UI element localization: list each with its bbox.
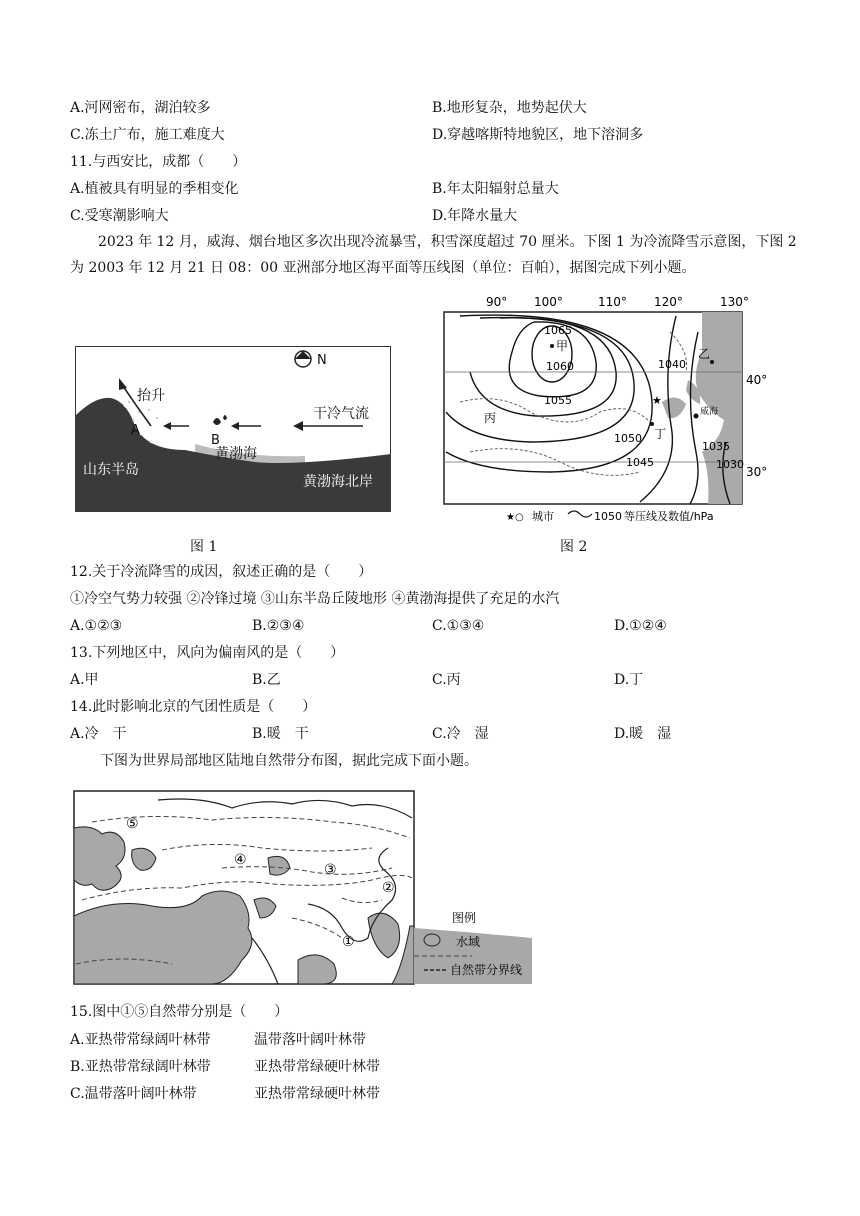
q14-option-a: A.冷 干 — [70, 726, 127, 742]
q13-stem: 13.下列地区中，风向为偏南风的是（ ） — [70, 645, 345, 661]
q13-option-b: B.乙 — [252, 672, 281, 688]
q12-items: ①冷空气势力较强 ②冷锋过境 ③山东半岛丘陵地形 ④黄渤海提供了充足的水汽 — [70, 591, 560, 607]
lat-label-30: 30° — [746, 465, 768, 479]
q15-option-b2: 亚热带常绿硬叶林带 — [254, 1059, 380, 1075]
north-arrow-icon — [295, 351, 311, 367]
q13-option-d: D.丁 — [614, 672, 644, 688]
figure-1 — [75, 346, 391, 512]
zone-2-label: ② — [382, 880, 395, 896]
isobar-label-1055: 1055 — [544, 394, 572, 407]
isobar-label-1030: 1030 — [716, 458, 744, 471]
q14-option-c: C.冷 湿 — [432, 726, 489, 742]
zone-4-label: ④ — [234, 852, 247, 868]
isobar-label-1040: 1040 — [658, 358, 686, 371]
q12-stem: 12.关于冷流降雪的成因，叙述正确的是（ ） — [70, 564, 373, 580]
place-yi: 乙 — [698, 347, 711, 361]
q13-option-a: A.甲 — [70, 672, 99, 688]
legend-city-label: 城市 — [532, 510, 554, 523]
isobar-label-1035: 1035 — [702, 440, 730, 453]
cold-flow-label: 干冷气流 — [313, 406, 369, 422]
lon-label-120: 120° — [654, 295, 683, 309]
place-ding: 丁 — [654, 427, 667, 441]
sea-label: 黄渤海 — [215, 446, 257, 462]
q11-option-c: C.受寒潮影响大 — [70, 208, 169, 224]
lat-label-40: 40° — [746, 373, 768, 387]
legend-isobar-value: 1050 — [594, 510, 622, 523]
q11-option-a: A.植被具有明显的季相变化 — [70, 181, 239, 197]
isobar-label-1060: 1060 — [546, 360, 574, 373]
place-jia: 甲 — [556, 339, 569, 353]
q15-stem: 15.图中①⑤自然带分别是（ ） — [70, 1004, 289, 1020]
q12-option-d: D.①②④ — [614, 618, 667, 634]
isobar-label-1045: 1045 — [626, 456, 654, 469]
q10-option-b: B.地形复杂，地势起伏大 — [432, 100, 587, 116]
q10-option-a: A.河网密布，湖泊较多 — [70, 100, 211, 116]
point-b-label: B — [211, 433, 220, 448]
lon-label-130: 130° — [720, 295, 749, 309]
q15-option-c1: C.温带落叶阔叶林带 — [70, 1086, 197, 1102]
place-weihai: 威海 — [700, 407, 719, 417]
zone-5-label: ⑤ — [126, 816, 139, 832]
legend-water-label: 水域 — [456, 935, 481, 949]
north-label: N — [317, 353, 327, 368]
q14-option-d: D.暖 湿 — [614, 726, 672, 742]
legend-isobar-label: 等压线及数值/hPa — [624, 510, 714, 523]
beijing-star-icon: ★ — [652, 394, 662, 407]
zone-3-label: ③ — [324, 862, 337, 878]
legend-title: 图例 — [452, 911, 477, 925]
lon-label-110: 110° — [598, 295, 627, 309]
q11-option-b: B.年太阳辐射总量大 — [432, 181, 559, 197]
q15-option-c2: 亚热带常绿硬叶林带 — [254, 1086, 380, 1102]
figure-3 — [72, 788, 532, 988]
q14-stem: 14.此时影响北京的气团性质是（ ） — [70, 699, 317, 715]
q15-option-a2: 温带落叶阔叶林带 — [254, 1032, 366, 1048]
q11-stem: 11.与西安比，成都（ ） — [70, 154, 247, 170]
intro-paragraph-2: 下图为世界局部地区陆地自然带分布图，据此完成下面小题。 — [100, 753, 478, 769]
q10-option-d: D.穿越喀斯特地貌区，地下溶洞多 — [432, 127, 644, 143]
q15-option-b1: B.亚热带常绿阔叶林带 — [70, 1059, 211, 1075]
figure-1-caption: 图 1 — [190, 539, 218, 555]
q11-option-d: D.年降水量大 — [432, 208, 518, 224]
point-a-label: A — [131, 423, 140, 438]
zone-1-label: ① — [342, 934, 355, 950]
q15-option-a1: A.亚热带常绿阔叶林带 — [70, 1032, 211, 1048]
lift-label: 抬升 — [137, 388, 165, 404]
figure-2-caption: 图 2 — [560, 539, 588, 555]
north-shore-label: 黄渤海北岸 — [303, 474, 373, 490]
legend-water-icon — [424, 934, 440, 946]
q13-option-c: C.丙 — [432, 672, 461, 688]
isobar-label-1050: 1050 — [614, 432, 642, 445]
q10-option-c: C.冻土广布，施工难度大 — [70, 127, 225, 143]
legend-city-icon: ★○ — [506, 512, 524, 523]
peninsula-label: 山东半岛 — [83, 462, 139, 478]
q12-option-a: A.①②③ — [70, 618, 123, 634]
legend-isobar-icon — [568, 511, 592, 517]
place-bing: 丙 — [484, 411, 497, 425]
q12-option-b: B.②③④ — [252, 618, 305, 634]
lon-label-100: 100° — [534, 295, 563, 309]
intro-paragraph-1: 2023 年 12 月，威海、烟台地区多次出现冷流暴雪，积雪深度超过 70 厘米。下图 1 为冷流降雪示意图，下图 2 为 2003 年 12 月 21 日 08：00 亚洲部分地区海平面等压线图（单位：百帕），据图完成下列小题。 — [70, 234, 797, 276]
figure-2 — [440, 292, 770, 526]
q14-option-b: B.暖 干 — [252, 726, 309, 742]
legend-boundary-label: 自然带分界线 — [450, 963, 523, 977]
q12-option-c: C.①③④ — [432, 618, 485, 634]
isobar-label-1065: 1065 — [544, 324, 572, 337]
lon-label-90: 90° — [486, 295, 508, 309]
